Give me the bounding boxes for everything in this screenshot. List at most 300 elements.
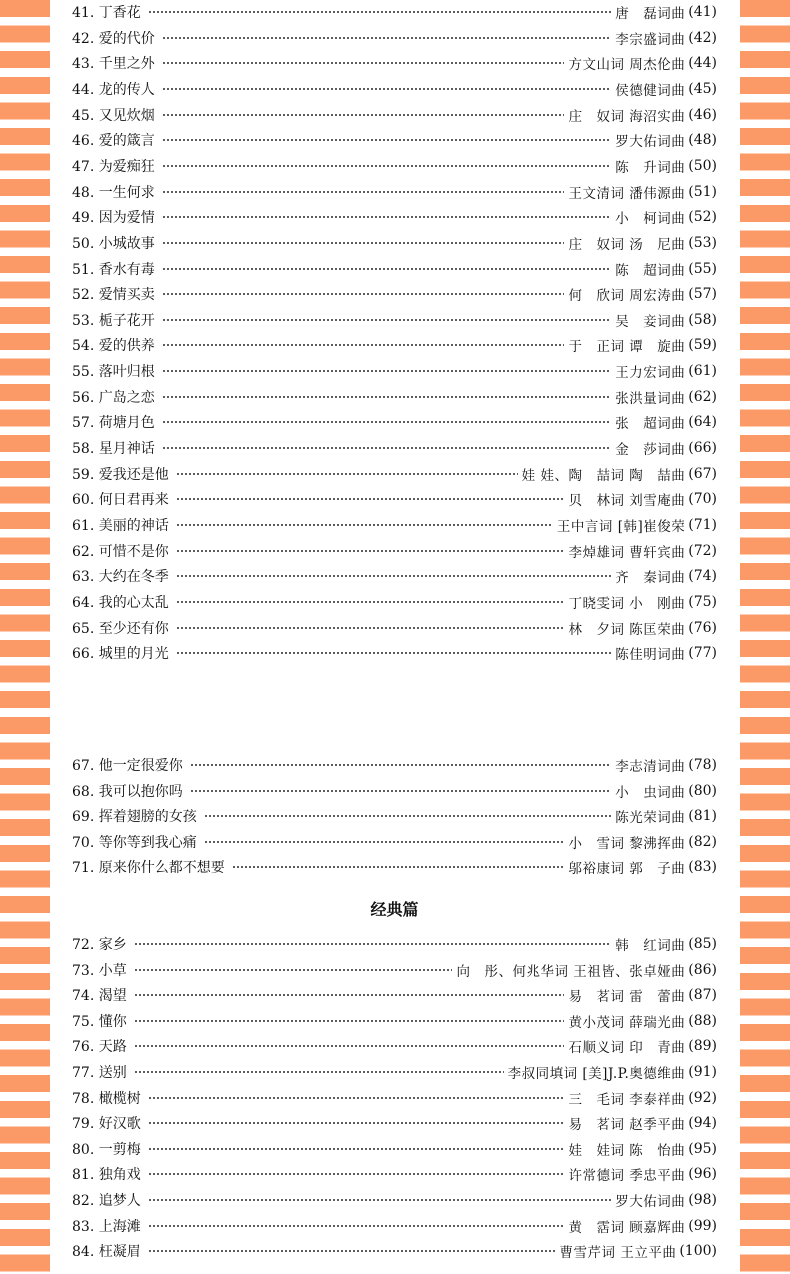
toc-entry[interactable] [72,308,717,332]
entry-title [72,1036,130,1056]
dot-leader [162,370,612,372]
entry-credit: 邬裕康词 郭 子曲 [568,861,686,878]
toc-entry[interactable] [72,1162,717,1186]
dot-leader [148,1122,565,1124]
entry-credit: 金 莎词曲 [615,442,686,459]
entry-number: 69. [72,809,95,826]
entry-title [72,618,172,638]
entry-title [72,130,158,150]
entry-song-title: 栀子花开 [98,312,155,329]
entry-page-number: (59) [688,337,717,354]
toc-entry[interactable] [72,1111,717,1135]
entry-title [72,361,158,381]
entry-credit: 罗大佑词曲 [615,1194,686,1210]
right-stripe-border [740,0,790,1274]
entry-credit: 李志清词曲 [615,759,686,775]
dot-leader [148,1225,565,1227]
entry-song-title: 懂你 [98,1013,127,1030]
dot-leader [148,1250,556,1252]
dot-leader [162,88,612,90]
entry-number: 65. [72,620,95,637]
section-heading: 经典篇 [370,900,419,919]
entry-credit: 王力宏词曲 [615,365,686,382]
entry-song-title: 送别 [98,1065,127,1081]
dot-leader [134,1045,565,1047]
entry-page-number: (61) [688,363,717,380]
entry-page-number: (72) [688,542,717,559]
entry-song-title: 何日君再来 [98,492,169,509]
entry-number: 71. [72,860,95,877]
toc-entry[interactable] [72,26,717,50]
entry-page-number: (95) [688,1140,717,1157]
entry-title [72,79,158,99]
entry-page-number: (48) [688,132,717,149]
toc-entry[interactable] [72,51,717,75]
entry-number: 63. [72,569,95,586]
entry-song-title: 城里的月光 [98,646,169,663]
entry-number: 55. [72,364,95,381]
entry-song-title: 为爱痴狂 [98,158,155,175]
entry-number: 47. [72,158,95,175]
entry-number: 62. [72,543,95,560]
entry-credit: 罗大佑词曲 [615,134,686,151]
toc-entry[interactable] [72,804,717,828]
toc-entry[interactable] [72,641,717,665]
entry-credit: 丁晓雯词 小 刚曲 [568,595,686,612]
entry-number: 72. [72,937,95,953]
entry-credit: 王中言词 [韩]崔俊荣 [556,519,686,535]
entry-song-title: 龙的传人 [98,81,155,98]
entry-credit: 陈光荣词曲 [615,810,686,827]
dot-leader [162,62,565,64]
toc-entry[interactable] [72,1239,717,1263]
entry-title [72,541,172,561]
entry-credit: 曹雪芹词 王立平曲 [559,1245,677,1262]
entry-song-title: 落叶归根 [98,364,155,381]
entry-credit: 吴 妾词曲 [615,313,686,330]
entry-number: 59. [72,466,95,483]
dot-leader [134,994,565,996]
entry-number: 44. [72,81,95,98]
entry-title [72,105,158,125]
entry-page-number: (81) [688,808,717,825]
dot-leader [162,242,565,244]
toc-entry[interactable] [72,983,717,1007]
dot-leader [176,524,553,526]
entry-credit: 张 超词曲 [615,416,686,433]
entry-title [72,515,172,535]
entry-song-title: 星月神话 [98,441,155,458]
dot-leader [176,473,518,475]
toc-entry[interactable] [72,539,717,563]
entry-number: 43. [72,56,95,73]
entry-number: 41. [72,5,95,21]
dot-leader [162,421,612,423]
entry-title [72,28,158,48]
entry-number: 83. [72,1218,95,1235]
entry-page-number: (89) [688,1038,717,1055]
toc-entry[interactable] [72,616,717,640]
entry-song-title: 家乡 [98,937,127,953]
dot-leader [176,627,565,629]
entry-song-title: 美丽的神话 [98,518,169,534]
entry-song-title: 爱的箴言 [98,133,155,150]
entry-page-number: (42) [688,29,717,46]
entry-number: 52. [72,287,95,304]
entry-page-number: (66) [688,440,717,457]
entry-song-title: 天路 [98,1039,127,1056]
toc-entry[interactable] [72,779,717,803]
entry-number: 76. [72,1039,95,1056]
entry-page-number: (41) [688,4,717,20]
toc-entry[interactable] [72,958,717,982]
entry-title [72,438,158,458]
entry-credit: 陈佳明词曲 [615,647,686,664]
entry-song-title: 可惜不是你 [98,543,169,560]
entry-song-title: 荷塘月色 [98,415,155,432]
entry-title [72,156,158,176]
entry-number: 78. [72,1090,95,1107]
toc-entry[interactable] [72,410,717,434]
dot-leader [148,1097,565,1099]
dot-leader [162,268,612,270]
entry-number: 48. [72,184,95,201]
dot-leader [148,11,612,13]
entry-title [72,207,158,227]
entry-credit: 贝 林词 刘雪庵曲 [568,493,686,510]
dot-leader [176,601,565,603]
entry-page-number: (80) [688,782,717,799]
entry-page-number: (98) [688,1192,717,1208]
toc-entry[interactable] [72,1009,717,1033]
entry-title [72,489,172,509]
entry-page-number: (44) [688,55,717,72]
entry-song-title: 我可以抱你吗 [98,783,183,800]
entry-title [72,310,158,330]
dot-leader [134,1020,565,1022]
toc-entry[interactable] [72,77,717,101]
entry-title [72,566,172,586]
entry-song-title: 原来你什么都不想要 [98,860,225,877]
toc-entry[interactable] [72,154,717,178]
entry-title [72,857,228,877]
entry-credit: 方文山词 周杰伦曲 [568,57,686,74]
entry-credit: 李宗盛词曲 [615,31,686,48]
entry-song-title: 爱的供养 [98,338,155,355]
entry-credit: 王文清词 潘伟源曲 [568,185,686,202]
entry-page-number: (76) [688,619,717,636]
entry-credit: 齐 秦词曲 [615,570,686,587]
dot-leader [176,498,565,500]
entry-credit: 林 夕词 陈匡荣曲 [568,621,686,638]
entry-credit: 小 柯词曲 [615,211,686,228]
dot-leader [176,652,612,654]
entry-title [72,412,158,432]
entry-song-title: 一生何求 [98,184,155,201]
entry-title [72,1216,144,1236]
entry-title [72,832,200,852]
entry-page-number: (58) [688,311,717,328]
entry-song-title: 香水有毒 [98,261,155,278]
toc-entry[interactable] [72,1086,717,1110]
entry-title [72,643,172,663]
toc-entry[interactable] [72,282,717,306]
entry-number: 80. [72,1141,95,1158]
toc-entry[interactable] [72,590,717,614]
entry-number: 54. [72,338,95,355]
entry-title [72,182,158,202]
toc-entry[interactable] [72,103,717,127]
entry-song-title: 爱我还是他 [98,466,169,483]
entry-song-title: 小草 [98,962,127,979]
entry-credit: 韩 红词曲 [615,938,686,954]
entry-title [72,1241,144,1261]
entry-number: 68. [72,783,95,800]
entry-song-title: 我的心太乱 [98,594,169,611]
entry-title [72,53,158,73]
entry-number: 46. [72,133,95,150]
entry-title [72,592,172,612]
entry-song-title: 橄榄树 [98,1090,141,1107]
entry-number: 49. [72,210,95,227]
entry-title [72,259,158,279]
entry-number: 50. [72,235,95,252]
entry-credit: 许常德词 季忠平曲 [568,1168,686,1185]
entry-credit: 三 毛词 李泰祥曲 [568,1091,686,1108]
entry-song-title: 千里之外 [98,56,155,73]
entry-title [72,1088,144,1108]
dot-leader [162,319,612,321]
toc-entry[interactable] [72,385,717,409]
entry-credit: 李焯雄词 曹轩宾曲 [568,544,686,561]
toc-entry[interactable] [72,436,717,460]
entry-credit: 庄 奴词 海沼实曲 [568,108,686,125]
entry-page-number: (62) [688,388,717,405]
toc-entry[interactable] [72,231,717,255]
entry-page-number: (45) [688,80,717,97]
dot-leader [232,866,565,868]
dot-leader [162,191,565,193]
toc-entry[interactable] [72,855,717,879]
entry-title [72,806,200,826]
dot-leader [162,139,612,141]
entry-page-number: (50) [688,157,717,174]
toc-entry[interactable] [72,1188,717,1212]
entry-title [72,934,130,954]
toc-entry[interactable] [72,487,717,511]
entry-number: 58. [72,441,95,458]
entry-number: 66. [72,646,95,663]
entry-title [72,755,186,775]
entry-number: 60. [72,492,95,509]
toc-entry[interactable] [72,753,717,777]
toc-entry[interactable] [72,462,717,486]
entry-credit: 何 欣词 周宏涛曲 [568,288,686,305]
toc-entry[interactable] [72,932,717,956]
entry-credit: 陈 超词曲 [615,262,686,279]
toc-entry[interactable] [72,830,717,854]
entry-page-number: (52) [688,209,717,226]
entry-number: 45. [72,107,95,124]
entry-credit: 李叔同填词 [美]J.P.奥德维曲 [507,1066,686,1082]
entry-page-number: (92) [688,1089,717,1106]
entry-page-number: (96) [688,1166,717,1183]
entry-number: 74. [72,988,95,1005]
dot-leader [162,165,612,167]
entry-number: 51. [72,261,95,278]
entry-page-number: (91) [688,1064,717,1080]
entry-page-number: (99) [688,1217,717,1234]
dot-leader [190,790,612,792]
entry-song-title: 大约在冬季 [98,569,169,586]
entry-page-number: (94) [688,1115,717,1132]
entry-song-title: 广岛之恋 [98,389,155,406]
dot-leader [162,293,565,295]
entry-song-title: 爱的代价 [98,30,155,47]
entry-song-title: 独角戏 [98,1167,141,1184]
toc-entry[interactable] [72,205,717,229]
entry-page-number: (51) [688,183,717,200]
dot-leader [162,216,612,218]
entry-page-number: (88) [688,1012,717,1029]
entry-page-number: (83) [688,859,717,876]
entry-title [72,2,144,22]
entry-song-title: 追梦人 [98,1193,141,1209]
toc-entry[interactable] [72,1214,717,1238]
entry-number: 61. [72,518,95,534]
entry-credit: 向 彤、何兆华词 王祖皆、张卓娅曲 [456,963,686,980]
entry-page-number: (53) [688,234,717,251]
toc-entry[interactable] [72,180,717,204]
entry-song-title: 小城故事 [98,235,155,252]
entry-page-number: (77) [688,645,717,662]
toc-entry[interactable] [72,333,717,357]
entry-title [72,233,158,253]
dot-leader [148,1199,612,1201]
entry-page-number: (70) [688,491,717,508]
entry-song-title: 丁香花 [98,5,141,21]
entry-title [72,1190,144,1210]
dot-leader [134,943,612,945]
entry-page-number: (55) [688,260,717,277]
entry-song-title: 等你等到我心痛 [98,834,197,851]
dot-leader [176,550,565,552]
toc-entry[interactable] [72,513,717,537]
entry-title [72,781,186,801]
dot-leader [162,37,612,39]
entry-credit: 唐 磊词曲 [615,6,686,22]
entry-song-title: 又见炊烟 [98,107,155,124]
entry-credit: 侯德健词曲 [615,82,686,99]
entry-song-title: 因为爱情 [98,210,155,227]
entry-credit: 于 正词 谭 旋曲 [568,339,686,356]
entry-title [72,1164,144,1184]
dot-leader [162,447,612,449]
entry-credit: 小 雪词 黎沸挥曲 [568,835,686,852]
entry-credit: 娃 娃、陶 喆词 陶 喆曲 [521,467,686,484]
entry-song-title: 上海滩 [98,1218,141,1235]
entry-credit: 黄小茂词 薛瑞光曲 [568,1014,686,1031]
entry-credit: 易 茗词 赵季平曲 [568,1117,686,1134]
entry-number: 67. [72,758,95,774]
entry-page-number: (82) [688,833,717,850]
entry-credit: 易 茗词 雷 蕾曲 [568,989,686,1006]
entry-number: 42. [72,30,95,47]
dot-leader [134,1071,504,1073]
entry-number: 57. [72,415,95,432]
entry-credit: 娃 娃词 陈 怡曲 [568,1142,686,1159]
entry-page-number: (71) [688,517,717,533]
dot-leader [190,764,612,766]
entry-title [72,1139,144,1159]
entry-number: 53. [72,312,95,329]
entry-title [72,284,158,304]
toc-entry[interactable] [72,1034,717,1058]
entry-song-title: 爱情买卖 [98,287,155,304]
entry-song-title: 至少还有你 [98,620,169,637]
entry-number: 77. [72,1065,95,1081]
entry-number: 73. [72,962,95,979]
entry-credit: 庄 奴词 汤 尼曲 [568,236,686,253]
dot-leader [162,114,565,116]
dot-leader [148,1173,565,1175]
entry-number: 70. [72,834,95,851]
entry-song-title: 渴望 [98,988,127,1005]
entry-page-number: (78) [688,757,717,773]
entry-song-title: 一剪梅 [98,1141,141,1158]
entry-page-number: (75) [688,593,717,610]
dot-leader [162,344,565,346]
toc-entry[interactable] [72,1137,717,1161]
toc-entry[interactable] [72,564,717,588]
entry-credit: 小 虫词曲 [615,784,686,801]
toc-entry[interactable] [72,359,717,383]
entry-page-number: (46) [688,106,717,123]
entry-title [72,1011,130,1031]
dot-leader [134,969,453,971]
entry-page-number: (67) [688,465,717,482]
entry-credit: 张洪量词曲 [615,390,686,407]
entry-page-number: (64) [688,414,717,431]
entry-credit: 石顺义词 印 青曲 [568,1040,686,1057]
dot-leader [204,841,565,843]
entry-page-number: (100) [679,1243,717,1260]
entry-number: 81. [72,1167,95,1184]
entry-title [72,960,130,980]
dot-leader [204,815,612,817]
entry-page-number: (74) [688,568,717,585]
toc-entry[interactable] [72,0,717,24]
entry-title [72,387,158,407]
entry-credit: 陈 升词曲 [615,159,686,176]
dot-leader [162,396,612,398]
entry-song-title: 好汉歌 [98,1116,141,1133]
entry-song-title: 他一定很爱你 [98,758,183,774]
entry-number: 82. [72,1193,95,1209]
entry-page-number: (86) [688,961,717,978]
entry-title [72,335,158,355]
entry-page-number: (85) [688,936,717,952]
toc-entry[interactable] [72,128,717,152]
entry-number: 64. [72,594,95,611]
entry-title [72,985,130,1005]
entry-credit: 黄 霑词 顾嘉辉曲 [568,1219,686,1236]
toc-entry[interactable] [72,257,717,281]
entry-title [72,464,172,484]
toc-entry[interactable] [72,1060,717,1084]
entry-song-title: 枉凝眉 [98,1244,141,1261]
entry-title [72,1113,144,1133]
